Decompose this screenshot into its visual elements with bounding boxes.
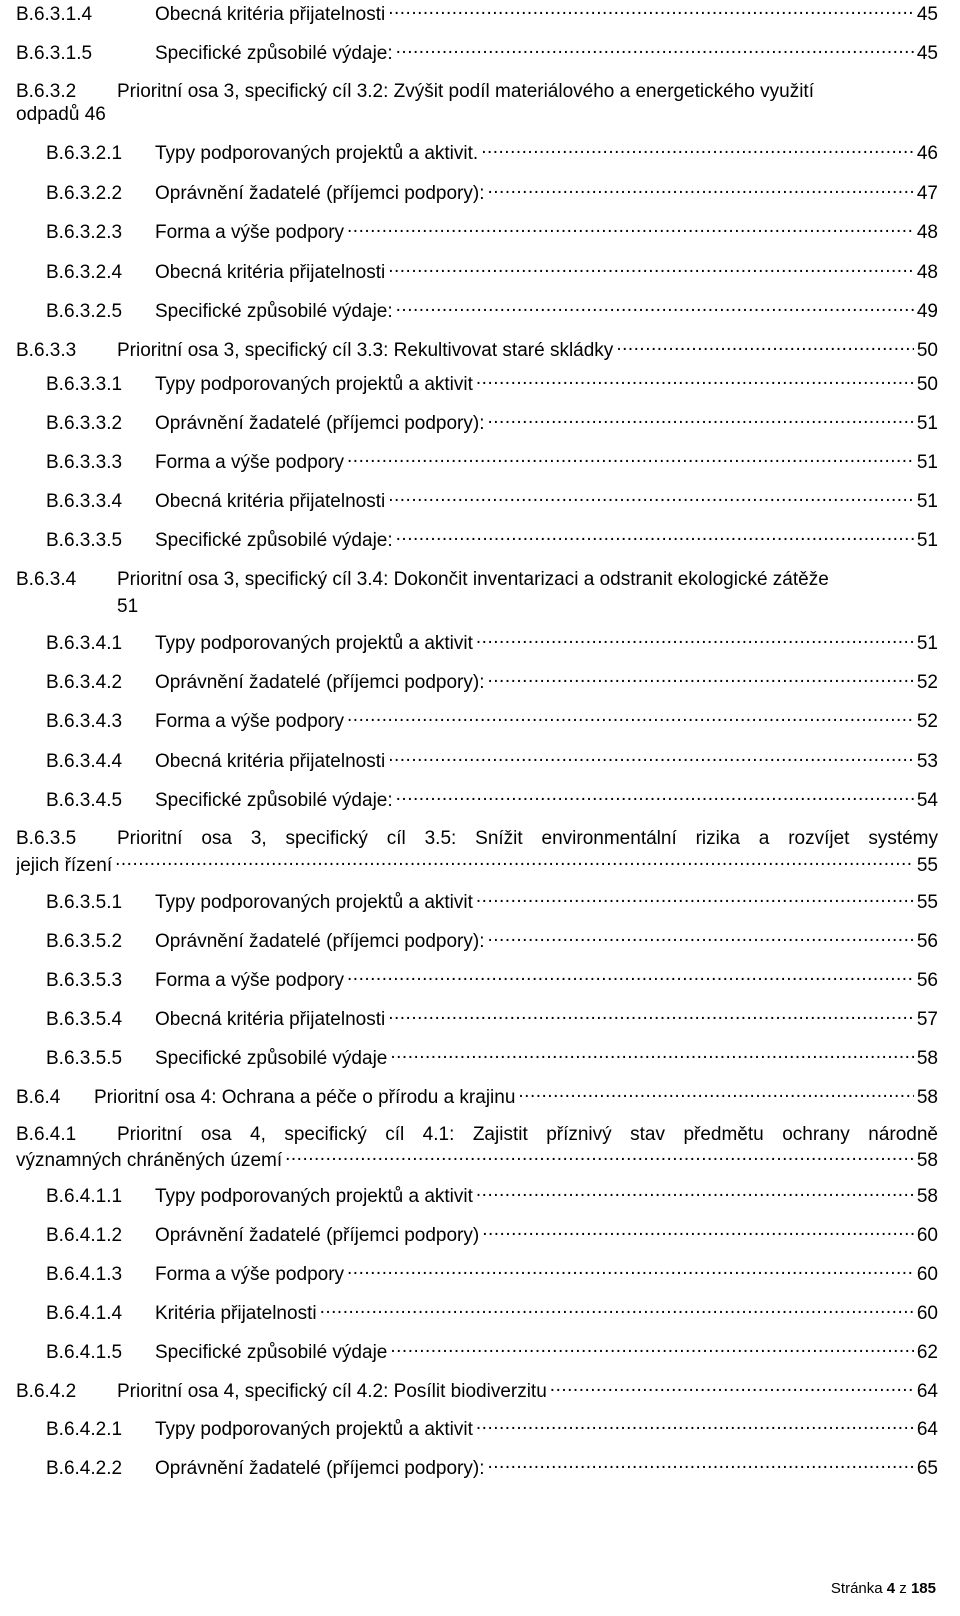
toc-entry-title: Specifické způsobilé výdaje [155,1342,388,1363]
toc-entry[interactable] [46,371,938,397]
toc-entry-line1 [16,79,814,105]
toc-entry-page: 60 [916,1225,938,1246]
toc-entry[interactable] [46,180,938,206]
toc-entry-number: B.6.3.3.4 [46,491,123,512]
toc-entry-number: B.6.4.2 [16,1381,77,1402]
toc-entry-title: Oprávnění žadatelé (příjemci podpory): [155,413,485,434]
toc-leader-dots [285,1147,914,1166]
toc-entry-number: B.6.3.4.1 [46,633,123,654]
footer-total-pages: 185 [910,1580,936,1597]
toc-entry-number: B.6.3.5.2 [46,931,123,952]
toc-entry-title: Forma a výše podpory [155,1264,345,1285]
toc-leader-dots [476,630,914,649]
toc-entry-page: 48 [916,222,938,243]
toc-leader-dots [488,410,914,429]
toc-entry-number: B.6.3.3.3 [46,452,123,473]
toc-entry-page: 51 [117,596,139,617]
toc-entry-title: Typy podporovaných projektů a aktivit [155,374,473,395]
toc-entry[interactable] [46,928,938,954]
toc-entry[interactable] [46,298,938,324]
toc-entry-number: B.6.3.5.1 [46,892,123,913]
toc-entry-title: Prioritní osa 4: Ochrana a péče o přírodu a krajinu [94,1087,516,1108]
toc-entry[interactable] [46,1006,938,1032]
toc-entry-page: 64 [916,1381,938,1402]
footer-label: Stránka [830,1580,883,1597]
toc-entry-page: 64 [916,1419,938,1440]
toc-entry-page: 48 [916,262,938,283]
toc-entry-page: 54 [916,790,938,811]
toc-entry-title: Prioritní osa 4, specifický cíl 4.2: Posílit biodiverzitu [117,1381,547,1402]
toc-entry-page: 51 [916,452,938,473]
toc-leader-dots [396,298,914,317]
toc-entry-number: B.6.3.1.4 [16,4,93,25]
toc-entry-title: Oprávnění žadatelé (příjemci podpory): [155,672,485,693]
toc-entry-number: B.6.3.5.3 [46,970,123,991]
toc-entry-line2 [16,102,106,128]
toc-entry-number: B.6.4.2.1 [46,1419,123,1440]
page-footer [831,1580,936,1597]
toc-entry-title: Typy podporovaných projektů a aktivit [155,633,473,654]
toc-entry[interactable] [46,527,938,553]
toc-entry-title-continued: jejich řízení [16,855,113,876]
toc-entry-line1 [16,1122,938,1148]
toc-entry[interactable] [46,140,938,166]
toc-leader-dots [388,488,914,507]
toc-leader-dots [388,1,914,20]
footer-current-page: 4 [886,1580,896,1597]
toc-entry[interactable] [46,1045,938,1071]
toc-entry-title-continued: odpadů [16,104,80,125]
toc-leader-dots [488,928,914,947]
toc-entry[interactable] [16,1,938,27]
toc-leader-dots [115,852,914,871]
toc-entry-line2 [16,852,938,878]
toc-entry-number: B.6.4.1.2 [46,1225,123,1246]
toc-entry-page: 50 [916,374,938,395]
toc-entry-number: B.6.3.2.1 [46,143,123,164]
toc-entry[interactable] [46,1455,938,1481]
toc-entry-number: B.6.3.2.2 [46,183,123,204]
toc-entry-title: Prioritní osa 4, specifický cíl 4.1: Zajistit příznivý stav předmětu ochrany národně [117,1124,938,1145]
toc-leader-dots [476,1416,914,1435]
toc-entry-page: 52 [916,672,938,693]
toc-entry-title: Prioritní osa 3, specifický cíl 3.2: Zvýšit podíl materiálového a energetického využití [117,81,814,102]
toc-entry-number: B.6.4.1.1 [46,1186,123,1207]
toc-entry-line1 [16,567,829,593]
toc-entry-number: B.6.3.1.5 [16,43,93,64]
toc-entry-page: 60 [916,1303,938,1324]
toc-leader-dots [390,1339,914,1358]
toc-entry-number: B.6.3.4.2 [46,672,123,693]
toc-entry-title: Prioritní osa 3, specifický cíl 3.5: Snížit environmentální rizika a rozvíjet systémy [117,828,938,849]
toc-entry-page: 56 [916,970,938,991]
toc-entry-title: Kritéria přijatelnosti [155,1303,317,1324]
toc-entry[interactable] [46,1300,938,1326]
toc-entry-number: B.6.3.5.5 [46,1048,123,1069]
toc-entry-title: Obecná kritéria přijatelnosti [155,4,386,25]
toc-entry[interactable] [46,787,938,813]
toc-entry-page: 56 [916,931,938,952]
toc-entry-number: B.6.3.4.3 [46,711,123,732]
toc-leader-dots [476,1183,914,1202]
toc-entry[interactable] [46,259,938,285]
toc-entry[interactable] [16,1378,938,1404]
toc-entry-title: Oprávnění žadatelé (příjemci podpory) [155,1225,480,1246]
toc-entry-page: 49 [916,301,938,322]
toc-leader-dots [488,180,914,199]
toc-entry[interactable] [46,1183,938,1209]
toc-entry-page: 58 [916,1048,938,1069]
toc-entry-number: B.6.3.4.4 [46,751,123,772]
toc-entry-title: Prioritní osa 3, specifický cíl 3.3: Rekultivovat staré skládky [117,340,614,361]
toc-leader-dots [518,1084,913,1103]
toc-entry-line2 [117,594,138,620]
toc-leader-dots [347,1261,914,1280]
toc-entry-number: B.6.3.3.1 [46,374,123,395]
toc-entry-title: Oprávnění žadatelé (příjemci podpory): [155,183,485,204]
toc-entry-title-continued: významných chráněných území [16,1150,283,1171]
toc-entry-number: B.6.3.2 [16,81,77,102]
toc-entry[interactable] [46,630,938,656]
toc-entry-title: Obecná kritéria přijatelnosti [155,1009,386,1030]
toc-entry-page: 62 [916,1342,938,1363]
toc-entry[interactable] [46,889,938,915]
toc-entry-number: B.6.4.1 [16,1124,77,1145]
footer-separator: z [899,1580,907,1597]
toc-leader-dots [347,967,914,986]
toc-entry-page: 45 [916,4,938,25]
toc-entry[interactable] [46,219,938,245]
toc-leader-dots [476,371,914,390]
toc-entry-title: Forma a výše podpory [155,222,345,243]
toc-entry[interactable] [16,40,938,66]
toc-leader-dots [476,889,914,908]
toc-entry-title: Specifické způsobilé výdaje: [155,301,393,322]
toc-leader-dots [481,140,914,159]
toc-leader-dots [388,748,914,767]
toc-leader-dots [396,527,914,546]
toc-entry[interactable] [46,1339,938,1365]
toc-entry[interactable] [46,967,938,993]
toc-entry-number: B.6.4.2.2 [46,1458,123,1479]
toc-entry-page: 46 [916,143,938,164]
toc-entry-title: Obecná kritéria přijatelnosti [155,491,386,512]
toc-entry-title: Specifické způsobilé výdaje: [155,530,393,551]
toc-entry[interactable] [46,669,938,695]
toc-entry-number: B.6.4.1.4 [46,1303,123,1324]
toc-entry-page: 52 [916,711,938,732]
toc-leader-dots [347,219,914,238]
toc-entry[interactable] [46,410,938,436]
toc-entry-number: B.6.4.1.5 [46,1342,123,1363]
toc-leader-dots [616,337,914,356]
toc-entry-page: 46 [84,104,106,125]
toc-leader-dots [320,1300,914,1319]
toc-entry-title: Typy podporovaných projektů a aktivit. [155,143,479,164]
toc-entry-line1 [16,826,938,852]
toc-entry-page: 57 [916,1009,938,1030]
toc-entry-number: B.6.3.4 [16,569,77,590]
toc-entry-title: Prioritní osa 3, specifický cíl 3.4: Dokončit inventarizaci a odstranit ekologické zátěže [117,569,829,590]
toc-entry[interactable] [46,1222,938,1248]
toc-entry-page: 51 [916,491,938,512]
toc-entry-title: Specifické způsobilé výdaje [155,1048,388,1069]
toc-entry-page: 58 [916,1186,938,1207]
toc-entry-title: Specifické způsobilé výdaje: [155,43,393,64]
toc-entry-number: B.6.4 [16,1087,61,1108]
toc-entry-page: 60 [916,1264,938,1285]
toc-entry-page: 45 [916,43,938,64]
toc-entry[interactable] [46,1416,938,1442]
toc-entry-title: Forma a výše podpory [155,970,345,991]
toc-entry-page: 51 [916,633,938,654]
toc-leader-dots [482,1222,914,1241]
toc-entry-title: Obecná kritéria přijatelnosti [155,262,386,283]
toc-entry-page: 65 [916,1458,938,1479]
toc-entry-page: 58 [916,1150,938,1171]
toc-entry-number: B.6.3.2.5 [46,301,123,322]
toc-entry-number: B.6.3.5 [16,828,77,849]
toc-entry-line2 [16,1147,938,1173]
toc-entry-title: Specifické způsobilé výdaje: [155,790,393,811]
toc-entry-title: Obecná kritéria přijatelnosti [155,751,386,772]
toc-entry-page: 47 [916,183,938,204]
toc-leader-dots [347,449,914,468]
toc-entry[interactable] [46,708,938,734]
toc-leader-dots [388,1006,914,1025]
toc-entry-page: 55 [916,892,938,913]
toc-entry-number: B.6.3.3.5 [46,530,123,551]
toc-entry[interactable] [16,337,938,363]
toc-entry[interactable] [16,1084,938,1110]
toc-leader-dots [390,1045,914,1064]
toc-entry-number: B.6.3.2.4 [46,262,123,283]
toc-entry-number: B.6.4.1.3 [46,1264,123,1285]
toc-entry-page: 51 [916,530,938,551]
toc-entry-number: B.6.3.2.3 [46,222,123,243]
toc-entry-title: Forma a výše podpory [155,711,345,732]
toc-entry-page: 53 [916,751,938,772]
toc-leader-dots [396,787,914,806]
toc-entry-title: Typy podporovaných projektů a aktivit [155,892,473,913]
toc-leader-dots [550,1378,914,1397]
toc-entry[interactable] [46,1261,938,1287]
toc-entry-title: Oprávnění žadatelé (příjemci podpory): [155,931,485,952]
toc-entry-page: 51 [916,413,938,434]
toc-leader-dots [347,708,914,727]
toc-entry-number: B.6.3.4.5 [46,790,123,811]
toc-entry-title: Oprávnění žadatelé (příjemci podpory): [155,1458,485,1479]
toc-entry-page: 58 [916,1087,938,1108]
toc-entry[interactable] [46,488,938,514]
toc-entry-number: B.6.3.5.4 [46,1009,123,1030]
toc-entry-title: Typy podporovaných projektů a aktivit [155,1419,473,1440]
toc-entry[interactable] [46,748,938,774]
toc-leader-dots [388,259,914,278]
toc-entry-number: B.6.3.3 [16,340,77,361]
toc-entry-number: B.6.3.3.2 [46,413,123,434]
toc-leader-dots [488,1455,914,1474]
toc-entry[interactable] [46,449,938,475]
toc-entry-page: 50 [916,340,938,361]
toc-entry-title: Typy podporovaných projektů a aktivit [155,1186,473,1207]
toc-entry-page: 55 [916,855,938,876]
toc-leader-dots [396,40,914,59]
toc-entry-title: Forma a výše podpory [155,452,345,473]
toc-leader-dots [488,669,914,688]
